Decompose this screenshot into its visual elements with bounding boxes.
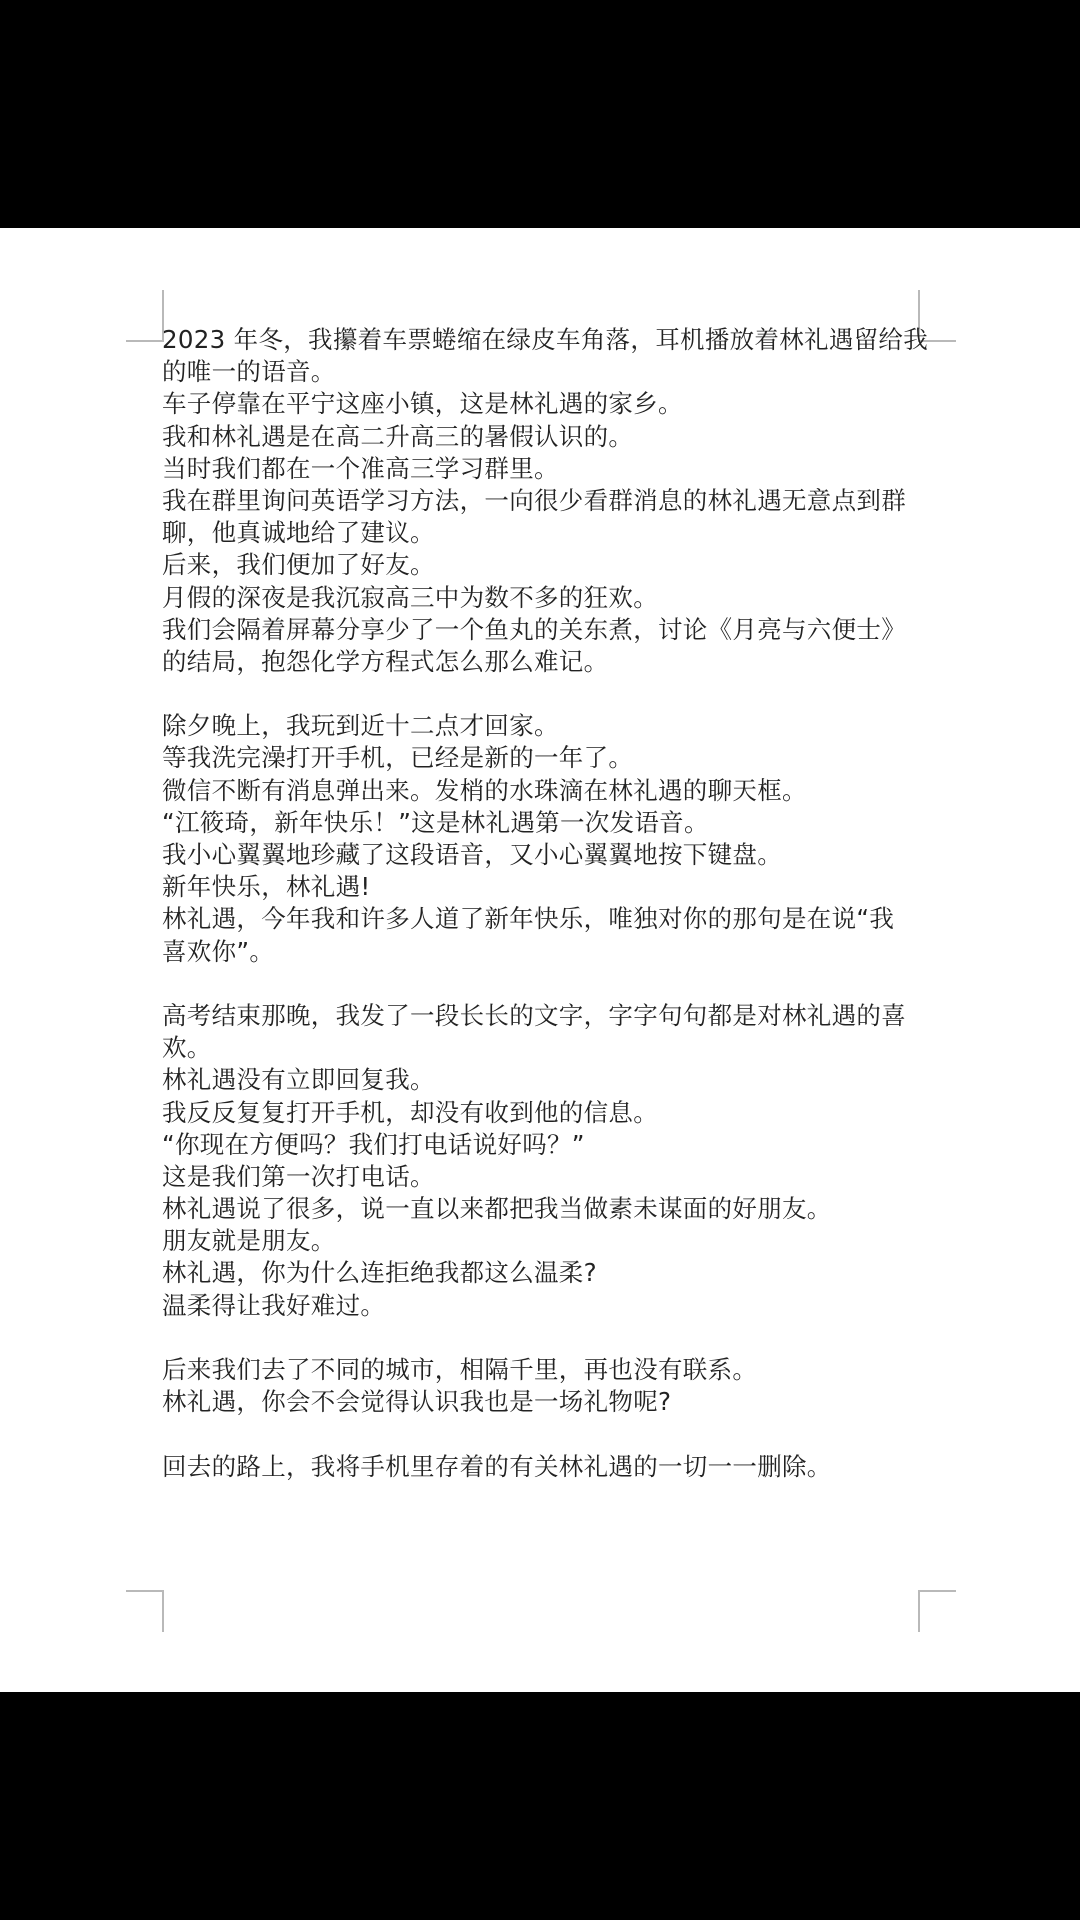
text-line: 微信不断有消息弹出来。发梢的水珠滴在林礼遇的聊天框。 — [162, 775, 807, 805]
text-line: 月假的深夜是我沉寂高三中为数不多的狂欢。 — [162, 582, 658, 612]
text-line: 的结局，抱怨化学方程式怎么那么难记。 — [162, 646, 609, 676]
text-line: 2023 年冬，我攥着车票蜷缩在绿皮车角落，耳机播放着林礼遇留给我 — [162, 325, 929, 354]
text-line: 温柔得让我好难过。 — [162, 1290, 386, 1320]
crop-mark-top-left — [126, 290, 164, 342]
text-line: 喜欢你”。 — [162, 936, 275, 966]
text-line: 的唯一的语音。 — [162, 357, 336, 387]
text-line: 我小心翼翼地珍藏了这段语音，又小心翼翼地按下键盘。 — [162, 840, 782, 869]
text-line: 后来，我们便加了好友。 — [162, 550, 435, 580]
text-line: 车子停靠在平宁这座小镇，这是林礼遇的家乡。 — [162, 389, 683, 419]
text-line: 当时我们都在一个准高三学习群里。 — [162, 453, 559, 483]
text-line: 等我洗完澡打开手机，已经是新的一年了。 — [162, 743, 634, 773]
text-line: “江筱琦，新年快乐！”这是林礼遇第一次发语音。 — [162, 807, 709, 837]
document-text — [162, 324, 929, 1483]
text-line: 后来我们去了不同的城市，相隔千里，再也没有联系。 — [162, 1355, 758, 1384]
text-line: 我在群里询问英语学习方法，一向很少看群消息的林礼遇无意点到群 — [162, 485, 906, 515]
crop-mark-bottom-right — [918, 1590, 956, 1632]
text-line: 欢。 — [162, 1033, 212, 1063]
text-line: 这是我们第一次打电话。 — [162, 1161, 435, 1191]
text-line: 林礼遇，你会不会觉得认识我也是一场礼物呢? — [162, 1387, 672, 1417]
text-line: 林礼遇，今年我和许多人道了新年快乐，唯独对你的那句是在说“我 — [162, 904, 895, 934]
text-line: 林礼遇，你为什么连拒绝我都这么温柔? — [162, 1258, 597, 1288]
blank-line — [162, 1322, 922, 1354]
text-line: 林礼遇说了很多，说一直以来都把我当做素未谋面的好朋友。 — [162, 1194, 832, 1224]
text-line: 朋友就是朋友。 — [162, 1226, 336, 1256]
text-line: 回去的路上，我将手机里存着的有关林礼遇的一切一一删除。 — [162, 1451, 832, 1481]
text-line: 除夕晚上，我玩到近十二点才回家。 — [162, 711, 559, 741]
text-line: 我们会隔着屏幕分享少了一个鱼丸的关东煮，讨论《月亮与六便士》 — [162, 614, 906, 644]
blank-line — [162, 1418, 922, 1450]
text-line: 我和林礼遇是在高二升高三的暑假认识的。 — [162, 421, 634, 451]
blank-line — [162, 678, 922, 710]
text-line: 新年快乐，林礼遇! — [162, 872, 371, 902]
blank-line — [162, 968, 922, 1000]
text-line: 我反反复复打开手机，却没有收到他的信息。 — [162, 1097, 658, 1127]
document-page — [0, 228, 1080, 1692]
text-line: 聊，他真诚地给了建议。 — [162, 518, 435, 548]
crop-mark-bottom-left — [126, 1590, 164, 1632]
text-line: “你现在方便吗？我们打电话说好吗？” — [162, 1129, 585, 1159]
text-line: 林礼遇没有立即回复我。 — [162, 1065, 435, 1095]
text-line: 高考结束那晚，我发了一段长长的文字，字字句句都是对林礼遇的喜 — [162, 1000, 906, 1030]
